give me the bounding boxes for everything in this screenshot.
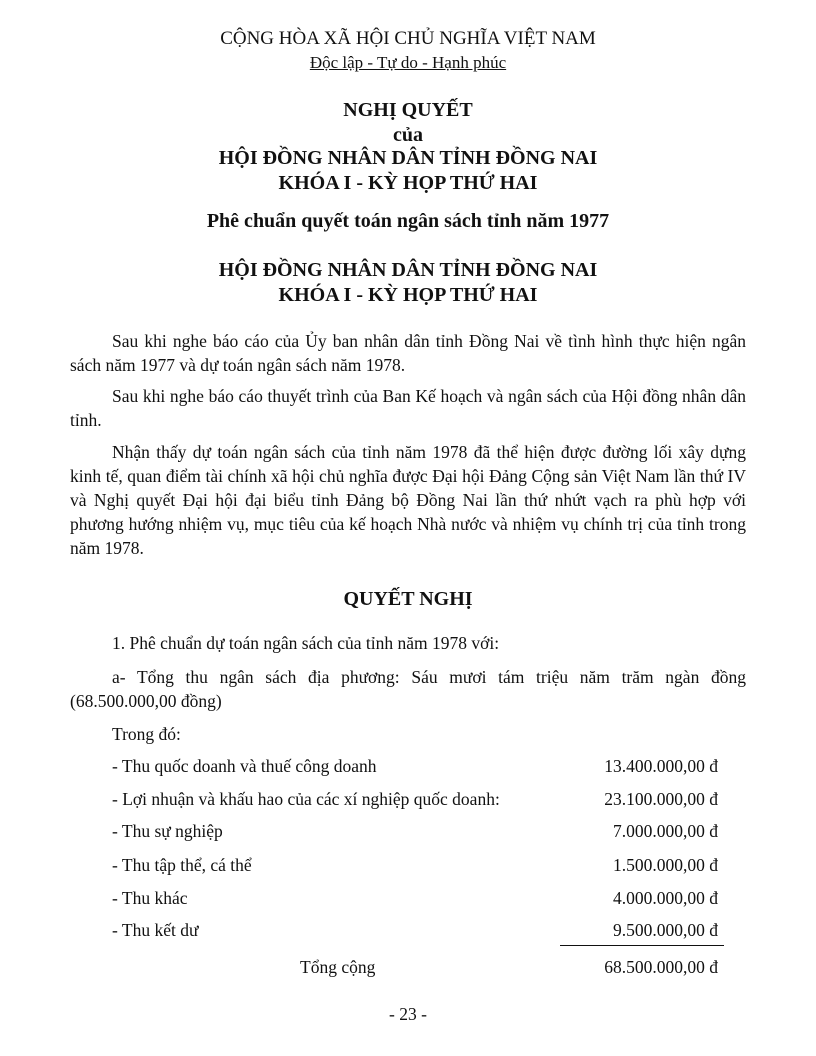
revenue-row-value: 9.500.000,00 đ (613, 920, 718, 940)
revenue-row-value: 13.400.000,00 đ (604, 756, 718, 776)
revenue-row-label: - Thu quốc doanh và thuế công doanh (112, 756, 377, 776)
page-number: - 23 - (389, 1004, 427, 1024)
among-label: Trong đó: (112, 724, 181, 744)
national-header: CỘNG HÒA XÃ HỘI CHỦ NGHĨA VIỆT NAM (220, 28, 596, 49)
revenue-row-value: 1.500.000,00 đ (613, 855, 718, 875)
national-motto: Độc lập - Tự do - Hạnh phúc (309, 53, 507, 72)
preamble-paragraph-1: Sau khi nghe báo cáo của Ủy ban nhân dân tỉnh Đồng Nai về tình hình thực hiện ngân sách năm 1977 và dự toán ngân sách năm 1978. (70, 331, 746, 375)
document-type-title: NGHỊ QUYẾT (343, 99, 473, 121)
preamble-paragraph-3: Nhận thấy dự toán ngân sách của tỉnh năm 1978 đã thể hiện được đường lối xây dựng kinh tế, quan điểm tài chính xã hội chủ nghĩa được Đại hội Đảng Cộng sản Việt Nam lần thứ IV và Nghị quyết Đại hội đại biểu tỉnh Đảng bộ Đồng Nai lần thứ nhứt vạch ra phù hợp với phương hướng nhiệm vụ, mục tiêu của kế hoạch Nhà nước và nhiệm vụ chính trị của tỉnh trong năm 1978. (70, 442, 746, 558)
revenue-row-label: - Thu sự nghiệp (112, 821, 223, 841)
resolution-subject: Phê chuẩn quyết toán ngân sách tỉnh năm 1977 (206, 210, 610, 232)
session-title: KHÓA I - KỲ HỌP THỨ HAI (278, 172, 538, 194)
revenue-row-value: 23.100.000,00 đ (604, 789, 718, 809)
decision-heading: QUYẾT NGHỊ (343, 588, 473, 610)
revenue-row-value: 4.000.000,00 đ (613, 888, 718, 908)
revenue-row-value: 7.000.000,00 đ (613, 821, 718, 841)
sum-divider (560, 945, 724, 946)
title-of: của (393, 124, 423, 146)
council-name-title: HỘI ĐỒNG NHÂN DÂN TỈNH ĐỒNG NAI (218, 147, 598, 169)
total-value: 68.500.000,00 đ (604, 957, 718, 977)
decision-item-1: 1. Phê chuẩn dự toán ngân sách của tỉnh năm 1978 với: (112, 633, 500, 653)
revenue-row-label: - Thu khác (112, 888, 188, 908)
revenue-row-label: - Thu tập thể, cá thể (112, 855, 252, 875)
revenue-row-label: - Thu kết dư (112, 920, 199, 940)
issuer-session: KHÓA I - KỲ HỌP THỨ HAI (278, 284, 538, 306)
total-label: Tổng cộng (300, 957, 376, 977)
preamble-paragraph-2: Sau khi nghe báo cáo thuyết trình của Ban Kế hoạch và ngân sách của Hội đồng nhân dân tỉnh. (70, 386, 746, 430)
decision-item-1a: a- Tổng thu ngân sách địa phương: Sáu mươi tám triệu năm trăm ngàn đồng (68.500.000,00 đồng) (70, 667, 746, 711)
revenue-row-label: - Lợi nhuận và khấu hao của các xí nghiệp quốc doanh: (112, 789, 500, 809)
issuer-council-name: HỘI ĐỒNG NHÂN DÂN TỈNH ĐỒNG NAI (218, 259, 598, 281)
